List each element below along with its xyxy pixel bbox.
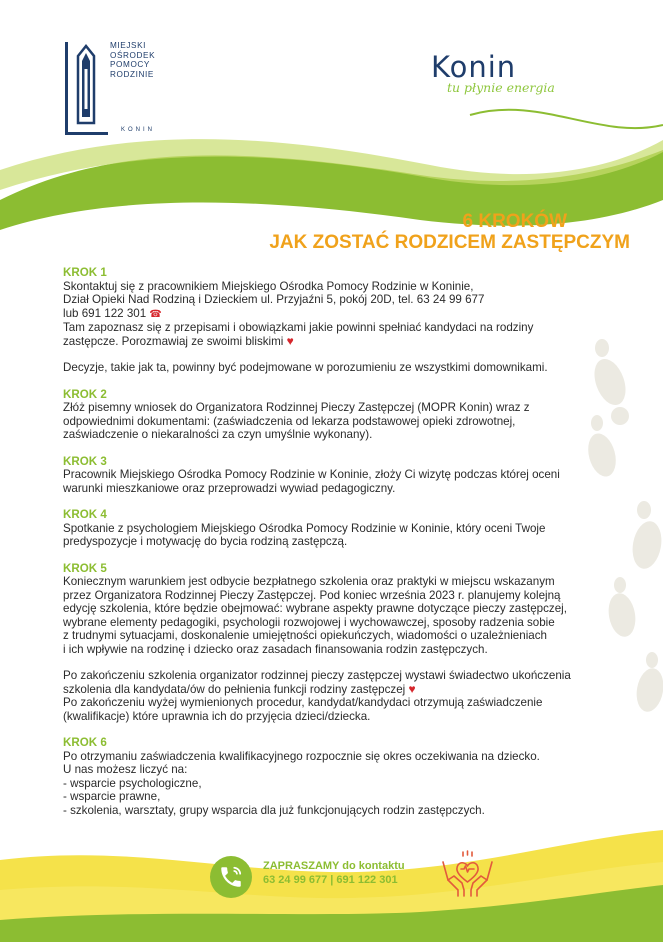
step-4: [63, 508, 583, 549]
step-text-line: (kwalifikacje) które uprawnia ich do przyjęcia dzieci/dziecka.: [63, 709, 371, 723]
steps-content: [63, 266, 583, 817]
step-text-line: Koniecznym warunkiem jest odbycie bezpłatnego szkolenia oraz praktyki w miejscu wskazanym: [63, 575, 555, 588]
step-text-line: Po zakończeniu szkolenia organizator rodzinnej pieczy zastępczej wystawi świadectwo ukończenia: [63, 669, 571, 682]
step-text-line: przez Organizatora Rodzinnej Pieczy Zastępczej. Pod koniec września 2023 r. planujemy kolejną: [63, 588, 561, 602]
step-text-line: odpowiednimi dokumentami: (zaświadczenia od lekarza podstawowej opieki zdrowotnej,: [63, 414, 516, 428]
mopr-city: KONIN: [121, 127, 156, 133]
step-6: [63, 736, 583, 817]
phone-icon: [218, 864, 244, 890]
step-text-line: zaświadczenie o niekaralności za czyn umyślnie wykonany).: [63, 428, 373, 441]
konin-logo: [423, 50, 583, 110]
mopr-name-line: RODZINIE: [110, 69, 154, 79]
title-line-2: JAK ZOSTAĆ RODZICEM ZASTĘPCZYM: [269, 232, 630, 253]
contact-numbers[interactable]: 63 24 99 677 | 691 122 301: [263, 873, 398, 886]
mopr-name: [110, 41, 170, 79]
step-text-talk: zastępcze. Porozmawiaj ze swoimi bliskimi: [63, 334, 284, 348]
step-text-line: edycję szkolenia, które będzie obejmować: wybrane aspekty prawne dotyczące pieczy zastępczej,: [63, 602, 567, 615]
step-text-line: - wsparcie prawne,: [63, 790, 161, 803]
step-1: [63, 266, 583, 375]
konin-slogan: tu płynie energia: [447, 80, 555, 95]
step-text-phone: lub 691 122 301: [63, 306, 147, 320]
step-text-line: - wsparcie psychologiczne,: [63, 776, 202, 790]
page-title: [200, 211, 630, 253]
heart-icon: ♥: [408, 681, 416, 696]
step-text-certificate: szkolenia dla kandydata/ów do pełnienia funkcji rodziny zastępczej: [63, 682, 406, 696]
step-text-line: Dział Opieki Nad Rodziną i Dzieckiem ul. Przyjaźni 5, pokój 20D, tel. 63 24 99 677: [63, 293, 485, 306]
step-text-line: [63, 683, 583, 697]
call-button[interactable]: [210, 856, 252, 898]
step-text-line: z trudnymi sytuacjami, doskonalenie umiejętności opiekuńczych, wiadomości o uzależnieniach: [63, 629, 547, 642]
step-text-line: Pracownik Miejskiego Ośrodka Pomocy Rodzinie w Koninie, złoży Ci wizytę podczas której oceni: [63, 468, 560, 481]
step-text-line: wybrane elementy pedagogiki, psychologii rozwojowej i wychowawczej, sposoby radzenia sobie: [63, 615, 555, 629]
step-text-line: warunki mieszkaniowe oraz przeprowadzi wywiad pedagogiczny.: [63, 481, 396, 495]
step-text-line: Decyzje, takie jak ta, powinny być podejmowane w porozumieniu ze wszystkimi domownikami.: [63, 361, 548, 374]
mopr-name-line: OŚRODEK: [110, 50, 156, 60]
step-heading: KROK 2: [63, 387, 107, 401]
step-text-line: Spotkanie z psychologiem Miejskiego Ośrodka Pomocy Rodzinie w Koninie, który oceni Twoje: [63, 521, 546, 535]
mopr-name-line: POMOCY: [110, 60, 150, 70]
step-text-line: Skontaktuj się z pracownikiem Miejskiego Ośrodka Pomocy Rodzinie w Koninie,: [63, 279, 474, 293]
step-5: [63, 562, 583, 724]
step-heading: KROK 6: [63, 736, 107, 749]
step-text-line: Po zakończeniu wyżej wymienionych procedur, kandydat/kandydaci otrzymują zaświadczenie: [63, 696, 543, 709]
mopr-emblem-icon: [64, 41, 108, 136]
heart-icon: ♥: [286, 333, 294, 348]
step-3: [63, 455, 583, 496]
footprints-decoration: [572, 330, 663, 890]
konin-wordmark: Konin: [431, 50, 517, 84]
step-text-line: Po otrzymaniu zaświadczenia kwalifikacyjnego rozpocznie się okres oczekiwania na dziecko.: [63, 749, 540, 763]
step-heading: KROK 3: [63, 454, 107, 468]
mopr-logo: [64, 41, 168, 136]
contact-info: [263, 860, 405, 887]
title-line-1: 6 KROKÓW: [462, 211, 567, 232]
step-text-line: Złóż pisemny wniosek do Organizatora Rodzinnej Pieczy Zastępczej (MOPR Konin) wraz z: [63, 401, 530, 414]
step-text-line: - szkolenia, warsztaty, grupy wsparcia dla już funkcjonujących rodzin zastępczych.: [63, 803, 485, 817]
step-text-line: predyspozycje i motywację do bycia rodziną zastępczą.: [63, 535, 348, 548]
step-text-line: [63, 307, 583, 322]
mopr-name-line: MIEJSKI: [110, 41, 147, 50]
step-2: [63, 388, 583, 442]
heart-hands-icon: [440, 850, 495, 898]
step-text-line: i ich wpływie na rodzinę i dziecko oraz zasadach finansowania rodzin zastępczych.: [63, 642, 488, 656]
step-heading: KROK 1: [63, 266, 107, 279]
step-text-line: [63, 335, 583, 349]
phone-icon: ☎: [149, 308, 162, 320]
step-text-line: Tam zapoznasz się z przepisami i obowiązkami jakie powinni spełniać kandydaci na rodziny: [63, 321, 534, 334]
step-text-line: U nas możesz liczyć na:: [63, 763, 188, 776]
step-heading: KROK 4: [63, 508, 107, 521]
contact-heading: ZAPRASZAMY do kontaktu: [263, 860, 405, 872]
step-heading: KROK 5: [63, 561, 107, 575]
